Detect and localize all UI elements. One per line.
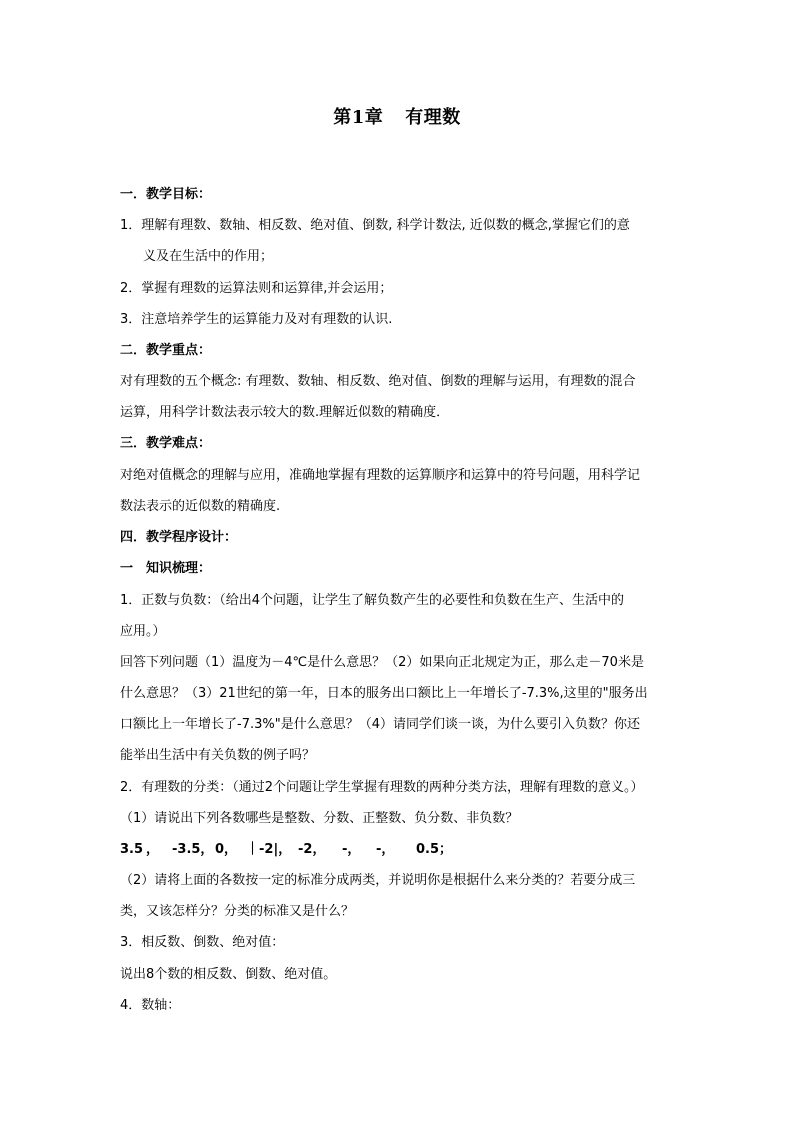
number-item: -， — [342, 842, 361, 857]
objective-3: 3．注意培养学生的运算能力及对有理数的认识. — [120, 312, 393, 327]
objective-1-cont: 义及在生活中的作用； — [143, 249, 274, 264]
topic-4: 4．数轴： — [120, 998, 181, 1013]
chapter-name: 有理数 — [405, 107, 461, 128]
number-list — [120, 840, 680, 860]
number-item: -2， — [298, 842, 326, 857]
classify-question-1: （1）请说出下列各数哪些是整数、分数、正整数、负分数、非负数？ — [120, 811, 519, 826]
objective-2: 2．掌握有理数的运算法则和运算律,并会运用； — [120, 281, 393, 296]
number-item: -， — [376, 842, 395, 857]
number-item: -3.5， — [172, 842, 214, 857]
topic-1: 1．正数与负数：（给出4个问题，让学生了解负数产生的必要性和负数在生产、生活中的 — [120, 593, 625, 608]
question-line-3: 口额比上一年增长了-7.3%"是什么意思？（4）请同学们谈一谈，为什么要引入负数？你还 — [120, 717, 640, 732]
difficulties-1: 对绝对值概念的理解与应用，准确地掌握有理数的运算顺序和运算中的符号问题，用科学记 — [120, 468, 641, 483]
number-item: ， — [146, 842, 160, 857]
section-heading-keypoints: 二．教学重点： — [120, 343, 212, 358]
objective-1: 1．理解有理数、数轴、相反数、绝对值、倒数, 科学计数法, 近似数的概念,掌握它们的意 — [120, 218, 630, 233]
chapter-number: 第1章 — [333, 107, 384, 128]
section-heading-procedure: 四．教学程序设计： — [120, 530, 238, 545]
page-title — [0, 103, 794, 129]
topic-3: 3．相反数、倒数、绝对值： — [120, 935, 285, 950]
classify-question-2-cont: 类，又该怎样分？分类的标准又是什么？ — [120, 904, 355, 919]
number-item: 0.5； — [416, 842, 453, 857]
topic-1-cont: 应用。） — [120, 624, 166, 639]
section-heading-objectives: 一．教学目标： — [120, 187, 212, 202]
topic-3-detail: 说出8个数的相反数、倒数、绝对值。 — [120, 967, 337, 982]
keypoints-2: 运算，用科学计数法表示较大的数.理解近似数的精确度． — [120, 405, 450, 420]
topic-2: 2．有理数的分类：（通过2个问题让学生掌握有理数的两种分类方法，理解有理数的意义。） — [120, 780, 644, 795]
number-item: ｜-2|， — [246, 842, 292, 857]
difficulties-2: 数法表示的近似数的精确度. — [120, 499, 281, 514]
question-line-1: 回答下列问题（1）温度为－4℃是什么意思？（2）如果向正北规定为正，那么走－70米是 — [120, 655, 644, 670]
number-item: 3.5 — [120, 842, 144, 857]
question-line-2: 什么意思？（3）21世纪的第一年，日本的服务出口额比上一年增长了-7.3%,这里的"服务出 — [120, 686, 648, 701]
keypoints-1: 对有理数的五个概念: 有理数、数轴、相反数、绝对值、倒数的理解与运用，有理数的混合 — [120, 374, 636, 389]
classify-question-2: （2）请将上面的各数按一定的标准分成两类，并说明你是根据什么来分类的？若要分成三 — [120, 873, 636, 888]
number-item: 0， — [215, 842, 238, 857]
section-heading-difficulties: 三．教学难点： — [120, 436, 212, 451]
subsection-heading-review: 一 知识梳理： — [120, 561, 212, 576]
question-line-4: 能举出生活中有关负数的例子吗？ — [120, 748, 316, 763]
